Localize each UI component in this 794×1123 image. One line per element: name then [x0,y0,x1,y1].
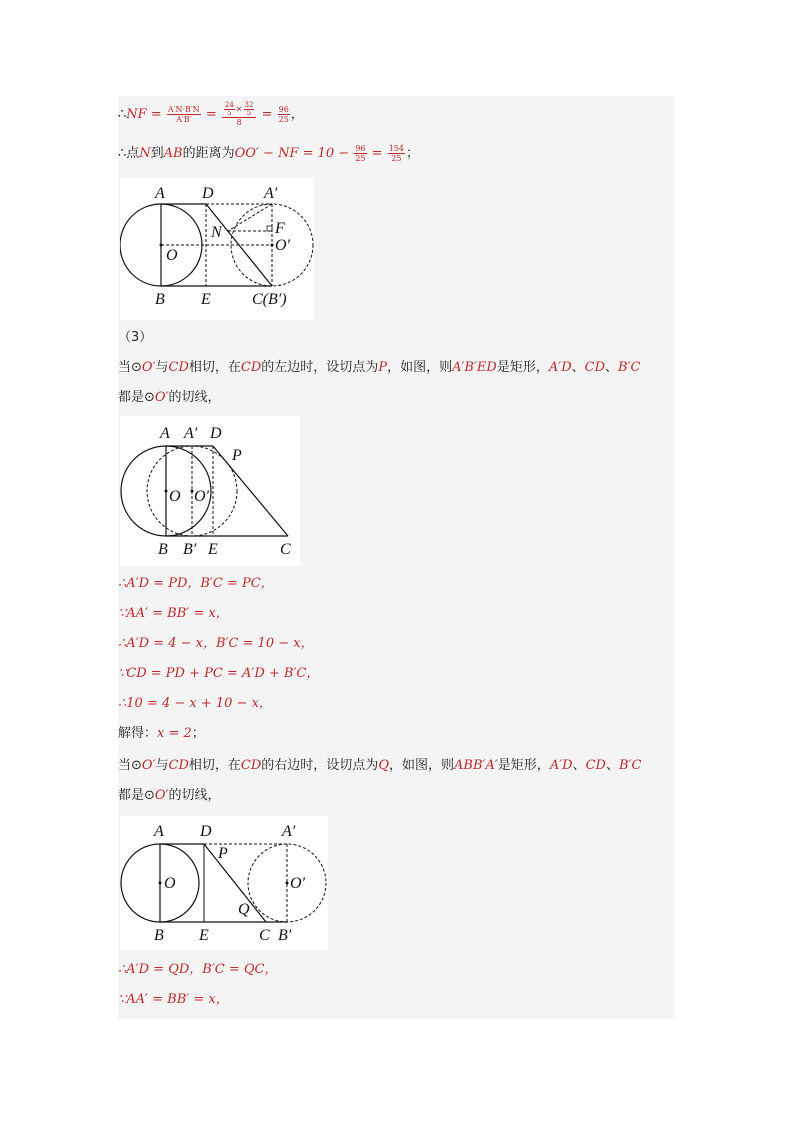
label-p: P [218,845,228,862]
figure-1-drawing [120,178,314,320]
text-is-rectangle: 是矩形， [496,360,549,375]
line-eq-2 [118,604,229,624]
fraction-96-25 [278,105,290,124]
line-eq-4 [118,664,319,684]
times-sign: × [235,104,243,114]
semicolon: ； [405,146,419,161]
equation: ∵AA′ = BB′ = x， [118,606,229,621]
label-b: B [158,541,168,558]
label-c: C [280,541,291,558]
segment-b-prime-c: B′C [618,360,641,375]
separator: 、 [605,360,619,375]
text-all-circle: 都是⊙ [118,390,155,405]
segment-a-prime-n [228,204,272,231]
right-angle-mark [267,226,272,231]
equation: ∴A′D = PD，B′C = PC， [118,576,274,591]
text-left-side: 的左边时，设切点为 [261,360,379,375]
line-eq-1 [118,574,274,594]
fraction-denominator: 8 [236,118,242,127]
figure-2 [120,416,300,566]
semicolon: ； [191,726,205,741]
segment-cd: CD [585,758,606,773]
center-o [159,882,162,885]
label-b: B [155,291,165,308]
center-o [165,490,168,493]
equals-sign: = [261,107,273,122]
label-e: E [199,927,209,944]
fraction-denominator: A′B′ [176,115,192,124]
label-q: Q [238,901,250,918]
rectangle-name: ABB′A′ [454,758,498,773]
point-q: Q [378,758,389,773]
equation: ∵AA′ = BB′ = x， [118,992,229,1007]
label-a: A [160,425,170,442]
label-p: P [232,447,242,464]
fraction-154-25 [388,144,405,163]
fraction-numerator: 154 [388,144,404,153]
text-with: 与 [155,758,169,773]
center-o-prime [286,882,289,885]
label-d: D [200,823,212,840]
fraction-numerator [222,102,257,118]
label-c-b-prime: C(B′) [252,291,287,308]
line-left-tangent [118,358,640,378]
label-o: O [166,247,178,264]
text-distance: 的距离为 [182,146,235,161]
label-a: A [154,823,164,840]
text-tangent-at: 相切，在 [188,758,241,773]
therefore-symbol: ∴ [118,107,127,122]
separator: 、 [605,758,619,773]
label-o-prime: O′ [194,488,210,505]
text-right-side: 的右边时，设切点为 [261,758,379,773]
center-o-prime [271,244,274,247]
text-solve: 解得： [118,726,158,741]
text-therefore-point: ∴点 [118,146,140,161]
segment-cd: CD [240,758,262,773]
solution-value: x = 2 [157,726,192,741]
fraction-products [222,102,257,127]
figure-3 [120,816,328,950]
comma: ， [290,107,304,122]
circle-o-prime-name: O′ [141,360,156,375]
text-to: 到 [150,146,164,161]
solution-panel [118,96,675,1019]
label-e: E [201,291,211,308]
line-tangents [118,388,221,408]
segment-dc [213,446,288,536]
text-tangent-at: 相切，在 [188,360,241,375]
fraction-numerator: 96 [355,144,366,153]
label-o-prime: O′ [275,237,291,254]
equals-sign: = [371,146,383,161]
line-right-tangent [118,756,641,776]
text-when-circle: 当⊙ [118,360,142,375]
fraction-denominator: 25 [355,154,366,163]
text-tangent-lines: 的切线， [168,788,221,803]
segment-cd: CD [240,360,262,375]
text-with: 与 [155,360,169,375]
label-o: O [164,875,176,892]
fraction-an-bn [167,105,201,124]
label-a: A [155,185,165,202]
line-eq-3 [118,634,314,654]
label-a-prime: A′ [282,823,296,840]
fraction-24-5 [224,102,235,117]
text-tangent-lines: 的切线， [168,390,221,405]
fraction-denominator: 5 [227,109,232,117]
segment-b-prime-c: B′C [618,758,642,773]
line-nf [118,102,304,127]
figure-3-drawing [120,816,328,950]
fraction-numerator: 32 [244,101,254,109]
fraction-96-25 [354,144,366,163]
line-distance [118,144,419,164]
circle-o-prime-name: O′ [154,390,169,405]
segment-cd: CD [168,360,189,375]
fraction-denominator: 25 [391,154,402,163]
line-tangents [118,786,221,806]
segment-cd: CD [168,758,189,773]
label-d: D [202,185,214,202]
label-n: N [211,224,222,241]
figure-2-drawing [120,416,300,566]
separator: 、 [571,360,585,375]
rectangle-name: A′B′ED [452,360,497,375]
center-o [160,244,163,247]
equation: ∴A′D = QD，B′C = QC， [118,962,278,977]
label-b-prime: B′ [278,927,292,944]
nf-lhs: NF = [126,107,162,122]
equation: ∴A′D = 4 − x，B′C = 10 − x， [118,636,314,651]
label-c: C [259,927,270,944]
text-as-figure: ，如图，则 [388,758,454,773]
point-p: P [378,360,388,375]
fraction-denominator: 25 [278,115,289,124]
text-when-circle: 当⊙ [118,758,142,773]
point-n: N [139,146,151,161]
distance-expression: OO′ − NF = 10 − [234,146,350,161]
label-a-prime: A′ [184,425,198,442]
equation: ∵CD = PD + PC = A′D + B′C， [118,666,320,681]
part-3-label: （3） [118,330,153,345]
line-solution [118,724,205,744]
separator: 、 [572,758,586,773]
line-eq-6 [118,960,278,980]
segment-cd: CD [584,360,606,375]
circle-o-prime-name: O′ [141,758,156,773]
label-b: B [154,927,164,944]
label-d: D [210,425,222,442]
line-eq-5 [118,694,272,714]
text-is-rectangle: 是矩形， [497,758,550,773]
label-o-prime: O′ [290,875,306,892]
label-o: O [169,488,181,505]
line-eq-7 [118,990,229,1010]
circle-o-prime-name: O′ [154,788,169,803]
fraction-numerator: 96 [278,105,289,114]
equals-sign: = [205,107,217,122]
label-a-prime: A′ [264,185,278,202]
figure-1 [120,178,314,320]
equation: ∴10 = 4 − x + 10 − x， [118,696,272,711]
fraction-numerator: A′N·B′N [167,105,200,114]
segment-dc [204,844,266,922]
segment-a-prime-d: A′D [548,360,572,375]
segment-ab: AB [163,146,183,161]
label-e: E [208,541,218,558]
fraction-denominator: 5 [246,109,252,117]
label-f: F [275,220,285,237]
fraction-32-5 [244,102,255,117]
fraction-numerator: 24 [224,101,234,109]
text-as-figure: ，如图，则 [387,360,453,375]
label-b-prime: B′ [183,541,197,558]
text-all-circle: 都是⊙ [118,788,155,803]
segment-a-prime-d: A′D [549,758,573,773]
